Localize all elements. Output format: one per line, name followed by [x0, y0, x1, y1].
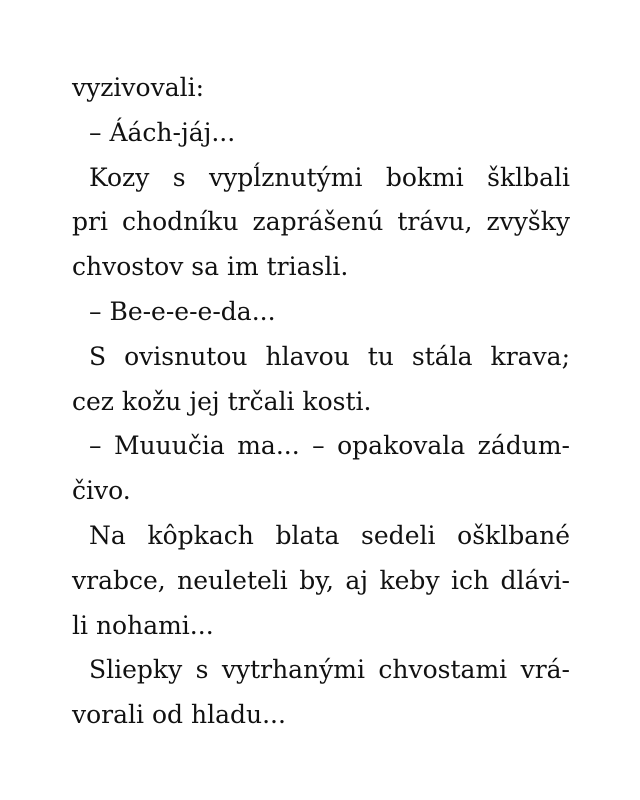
text-line: vrabce, neuleteli by, aj keby ich dlávi-	[72, 565, 570, 595]
text-line: – Muuučia ma... – opakovala zádum-	[89, 431, 570, 461]
text-line: Na kôpkach blata sedeli ošklbané	[89, 520, 570, 550]
text-line: vyzivovali:	[72, 73, 205, 102]
text-line: cez kožu jej trčali kosti.	[72, 386, 372, 416]
text-line: – Áách-jáj...	[89, 117, 236, 147]
text-line: Kozy s vypĺznutými bokmi šklbali	[89, 162, 570, 192]
text-line: S ovisnutou hlavou tu stála krava;	[89, 341, 570, 371]
text-line: – Be-e-e-e-da...	[89, 296, 276, 326]
text-line: li nohami...	[72, 610, 214, 640]
text-line: chvostov sa im triasli.	[72, 252, 349, 282]
text-line: vorali od hladu...	[72, 700, 286, 730]
text-line: Sliepky s vytrhanými chvostami vrá-	[89, 655, 570, 685]
document-page	[72, 66, 570, 738]
text-line: pri chodníku zaprášenú trávu, zvyšky	[72, 207, 570, 237]
text-line: čivo.	[72, 476, 131, 506]
